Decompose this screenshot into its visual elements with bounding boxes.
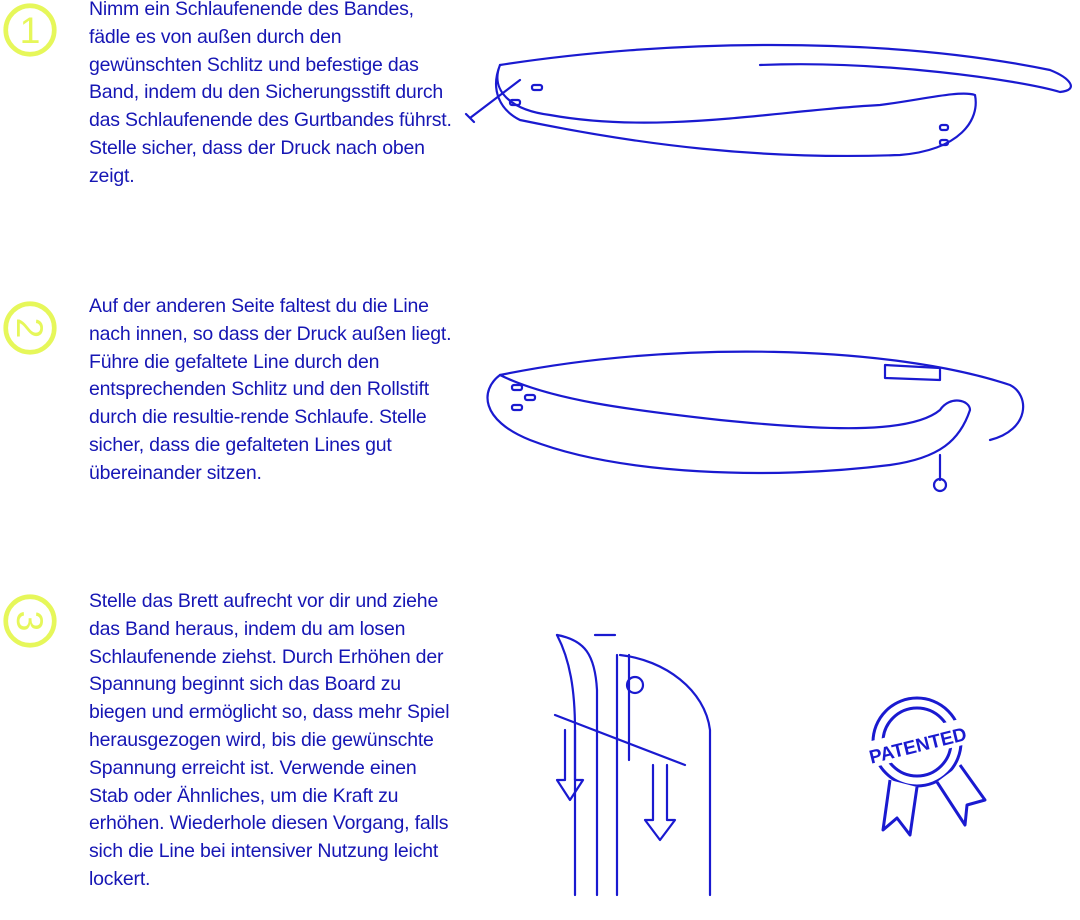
board-illustration-2 [470,340,1070,500]
board-illustration-3 [545,630,725,900]
step-3-text: Stelle das Brett aufrecht vor dir und ziehe das Band heraus, indem du am losen Schlaufenende ziehst. Durch Erhöhen der Spannung beginnt sich das Board zu biegen und ermöglicht so, dass mehr Spiel herausgezogen wird, bis die gewünschte Spannung erreicht ist. Verwende einen Stab oder Ähnliches, um die Kraft zu erhöhen. Wiederhole diesen Vorgang, falls sich die Line bei intensiver Nutzung leicht lockert. [89,590,450,890]
step-number-1-icon [2,2,58,58]
svg-text:2: 2 [8,317,51,339]
step-number-3-icon [2,593,58,649]
step-2-text: Auf der anderen Seite faltest du die Line nach innen, so dass der Druck außen liegt. Führe die gefaltete Line durch den entsprechenden Schlitz und den Rollstift durch die resultie-rende Schlaufe. Stelle sicher, dass die gefalteten Lines gut übereinander sitzen. [89,295,452,484]
svg-text:1: 1 [19,9,41,52]
svg-text:3: 3 [8,610,51,632]
board-illustration-1 [460,30,1080,180]
patented-badge-icon [855,690,995,840]
step-number-2-icon [2,300,58,356]
svg-text:PATENTED: PATENTED [867,724,969,769]
step-1-text: Nimm ein Schlaufenende des Bandes, fädle es von außen durch den gewünschten Schlitz und befestige das Band, indem du den Sicherungsstift durch das Schlaufenende des Gurtbandes führst. Stelle sicher, dass der Druck nach oben zeigt. [89,0,452,187]
